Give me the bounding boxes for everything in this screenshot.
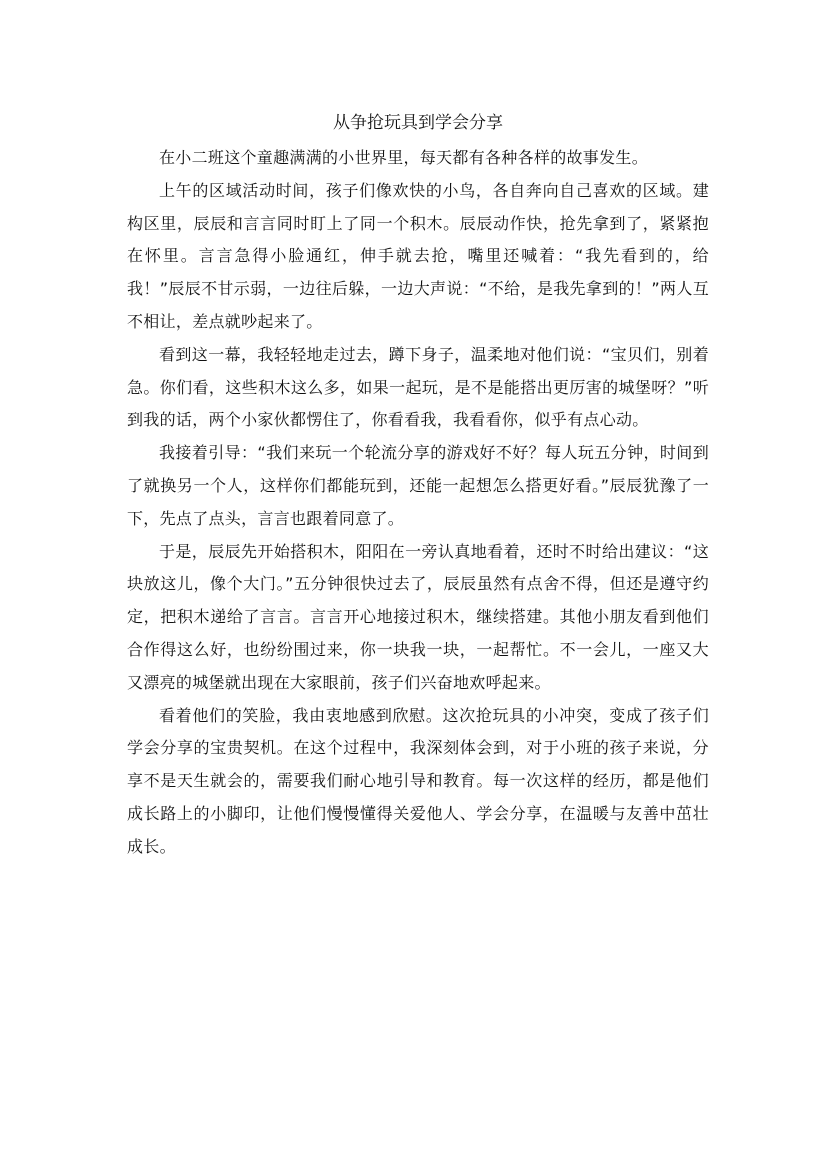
paragraph-reflection: 看着他们的笑脸，我由衷地感到欣慰。这次抢玩具的小冲突，变成了孩子们学会分享的宝贵契机。在这个过程中，我深刻体会到，对于小班的孩子来说，分享不是天生就会的，需要我们耐心地引导和教育。每一次这样的经历，都是他们成长路上的小脚印，让他们慢慢懂得关爱他人、学会分享，在温暖与友善中茁壮成长。 [127,705,709,856]
paragraph-intro: 在小二班这个童趣满满的小世界里，每天都有各种各样的故事发生。 [159,148,649,167]
paragraph-cooperation: 于是，辰辰先开始搭积木，阳阳在一旁认真地看着，还时不时给出建议：“这块放这儿，像个大门。”五分钟很快过去了，辰辰虽然有点舍不得，但还是遵守约定，把积木递给了言言。言言开心地接过积木，继续搭建。其他小朋友看到他们合作得这么好，也纷纷围过来，你一块我一块，一起帮忙。不一会儿，一座又大又漂亮的城堡就出现在大家眼前，孩子们兴奋地欢呼起来。 [127,541,709,692]
document-body [127,104,709,864]
paragraph-guidance: 我接着引导：“我们来玩一个轮流分享的游戏好不好？每人玩五分钟，时间到了就换另一个人，这样你们都能玩到，还能一起想怎么搭更好看。”辰辰犹豫了一下，先点了点头，言言也跟着同意了。 [127,443,709,528]
paragraph-intervention: 看到这一幕，我轻轻地走过去，蹲下身子，温柔地对他们说：“宝贝们，别着急。你们看，这些积木这么多，如果一起玩，是不是能搭出更厉害的城堡呀？”听到我的话，两个小家伙都愣住了，你看看我，我看看你，似乎有点心动。 [127,344,709,430]
paragraph-conflict: 上午的区域活动时间，孩子们像欢快的小鸟，各自奔向自己喜欢的区域。建构区里，辰辰和言言同时盯上了同一个积木。辰辰动作快，抢先拿到了，紧紧抱在怀里。言言急得小脸通红，伸手就去抢，嘴里还喊着：“我先看到的，给我！”辰辰不甘示弱，一边往后躲，一边大声说：“不给，是我先拿到的！”两人互不相让，差点就吵起来了。 [127,180,709,331]
document-title: 从争抢玩具到学会分享 [333,113,503,133]
